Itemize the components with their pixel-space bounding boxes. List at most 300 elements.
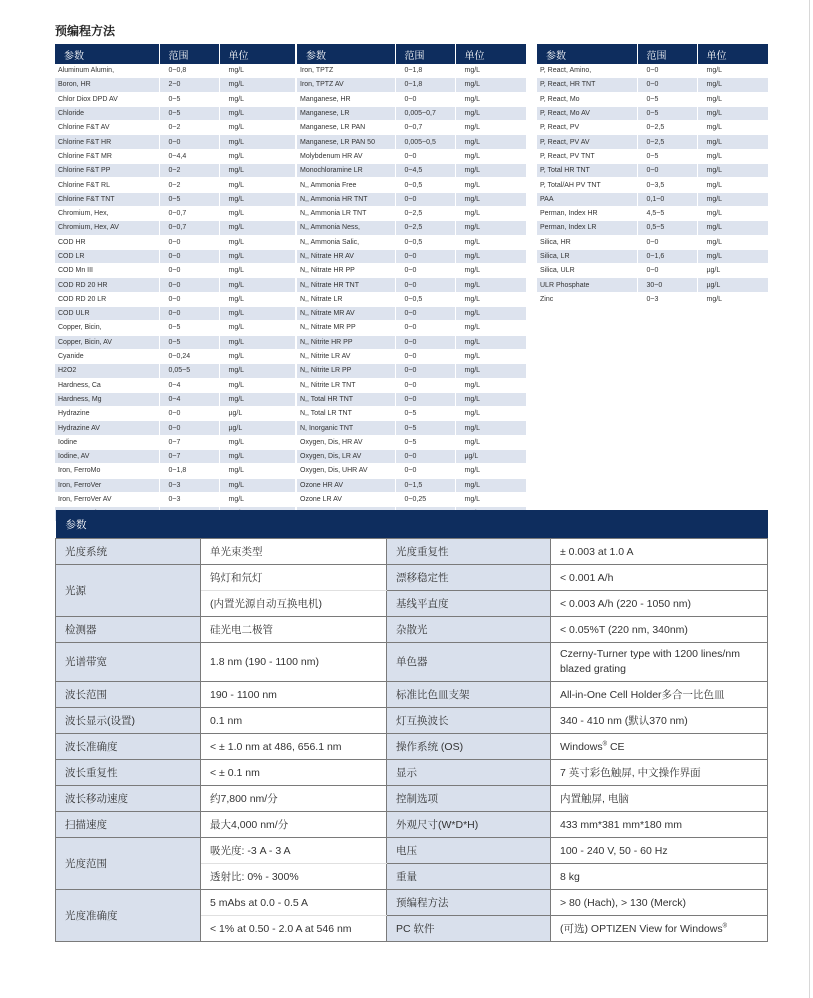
spec-value: [551, 734, 768, 760]
method-range: 0~4,5: [395, 164, 455, 178]
method-range: 0~1,8: [159, 464, 219, 478]
table-row: [297, 321, 526, 335]
method-name: Boron, HR: [55, 78, 159, 92]
method-name: Hardness, Mg: [55, 392, 159, 406]
method-name: N,, Nitrate MR PP: [297, 321, 395, 335]
method-range: 0~0: [637, 235, 697, 249]
table-row: [55, 235, 295, 249]
method-unit: mg/L: [219, 206, 295, 220]
method-unit: mg/L: [219, 321, 295, 335]
method-unit: mg/L: [697, 106, 768, 120]
method-range: 0~0: [395, 192, 455, 206]
method-name: N,, Nitrite LR TNT: [297, 378, 395, 392]
table-row: [55, 478, 295, 492]
spec-label: 波长移动速度: [56, 786, 201, 812]
method-unit: mg/L: [697, 192, 768, 206]
table-row: [55, 278, 295, 292]
spec-label: 检测器: [56, 617, 201, 643]
method-range: 0~2,5: [637, 121, 697, 135]
method-name: P, React, PV: [537, 121, 637, 135]
method-name: Oxygen, Dis, LR AV: [297, 450, 395, 464]
method-range: 0~0: [395, 378, 455, 392]
spec-label: 杂散光: [387, 617, 551, 643]
method-range: 0~0,5: [395, 235, 455, 249]
header-param: 参数: [537, 44, 637, 64]
header-range: 范围: [637, 44, 697, 64]
table-row: [297, 264, 526, 278]
spec-label: 基线平直度: [387, 591, 551, 617]
os-suffix: CE: [607, 740, 625, 753]
table-row: [537, 249, 768, 263]
method-unit: mg/L: [697, 249, 768, 263]
table-row: [537, 264, 768, 278]
table-row: [537, 192, 768, 206]
spec-header: 参数: [56, 510, 768, 539]
method-name: N,, Nitrite LR AV: [297, 349, 395, 363]
table-row: [297, 435, 526, 449]
method-range: 0~0,7: [159, 206, 219, 220]
method-unit: mg/L: [697, 178, 768, 192]
spec-value: 内置触屏, 电脑: [551, 786, 768, 812]
spec-label: 操作系统 (OS): [387, 734, 551, 760]
method-name: Silica, HR: [537, 235, 637, 249]
header-range: 范围: [395, 44, 455, 64]
method-name: Cyanide: [55, 349, 159, 363]
method-unit: mg/L: [455, 421, 526, 435]
table-row: [55, 450, 295, 464]
spec-value: 透射比: 0% - 300%: [201, 864, 387, 890]
spec-label: 标准比色皿支架: [387, 682, 551, 708]
method-range: 0~1,6: [637, 249, 697, 263]
method-range: 0~0,24: [159, 349, 219, 363]
spec-value: 340 - 410 nm (默认370 nm): [551, 708, 768, 734]
table-row: [537, 78, 768, 92]
method-name: N,, Nitrate HR TNT: [297, 278, 395, 292]
method-name: P, React, PV TNT: [537, 149, 637, 163]
method-name: Perman, Index LR: [537, 221, 637, 235]
spec-value: [551, 916, 768, 942]
table-row: [55, 206, 295, 220]
method-range: 0~1,8: [395, 78, 455, 92]
method-name: P, React, PV AV: [537, 135, 637, 149]
method-name: Chlorine F&T AV: [55, 121, 159, 135]
spec-value: < ± 0.1 nm: [201, 760, 387, 786]
table-row: [537, 206, 768, 220]
method-name: Chromium, Hex, AV: [55, 221, 159, 235]
method-unit: mg/L: [455, 307, 526, 321]
spec-label: 光度准确度: [56, 890, 201, 942]
table-row: [297, 450, 526, 464]
table-row: [55, 264, 295, 278]
method-unit: mg/L: [219, 178, 295, 192]
spec-label: 光度重复性: [387, 539, 551, 565]
method-unit: mg/L: [219, 292, 295, 306]
method-range: 0~0,7: [395, 121, 455, 135]
method-unit: mg/L: [219, 464, 295, 478]
method-range: 0~5: [159, 106, 219, 120]
method-unit: mg/L: [455, 478, 526, 492]
header-param: 参数: [55, 44, 159, 64]
method-unit: mg/L: [455, 221, 526, 235]
method-range: 0~0: [159, 421, 219, 435]
table-row: [55, 292, 295, 306]
method-name: Manganese, HR: [297, 92, 395, 106]
method-unit: mg/L: [219, 221, 295, 235]
table-row: [297, 378, 526, 392]
method-name: Iodine, AV: [55, 450, 159, 464]
spec-value: ± 0.003 at 1.0 A: [551, 539, 768, 565]
method-name: P, Total HR TNT: [537, 164, 637, 178]
spec-label: 灯互换波长: [387, 708, 551, 734]
spec-label: 光度范围: [56, 838, 201, 890]
method-unit: mg/L: [455, 192, 526, 206]
table-row: [537, 92, 768, 106]
method-name: Manganese, LR: [297, 106, 395, 120]
method-range: 0~5: [637, 92, 697, 106]
method-name: Oxygen, Dis, HR AV: [297, 435, 395, 449]
method-name: Chlorine F&T PP: [55, 164, 159, 178]
method-range: 0,005~0,5: [395, 135, 455, 149]
method-range: 0~5: [159, 192, 219, 206]
method-name: Monochloramine LR: [297, 164, 395, 178]
method-name: P, React, Mo: [537, 92, 637, 106]
method-range: 30~0: [637, 278, 697, 292]
header-range: 范围: [159, 44, 219, 64]
method-range: 0~2: [159, 121, 219, 135]
method-name: Aluminum Alumin,: [55, 64, 159, 78]
method-name: N,, Ammonia Ness,: [297, 221, 395, 235]
method-name: Iron, FerroVer: [55, 478, 159, 492]
method-name: H2O2: [55, 364, 159, 378]
method-name: COD LR: [55, 249, 159, 263]
table-row: [55, 321, 295, 335]
method-range: 0~5: [395, 407, 455, 421]
table-row: [55, 106, 295, 120]
method-name: N,, Ammonia Salic,: [297, 235, 395, 249]
method-unit: mg/L: [219, 164, 295, 178]
method-range: 0~0: [637, 78, 697, 92]
method-range: 0,5~5: [637, 221, 697, 235]
method-unit: mg/L: [455, 349, 526, 363]
method-unit: mg/L: [455, 149, 526, 163]
method-unit: mg/L: [219, 192, 295, 206]
spec-label: 单色器: [387, 643, 551, 682]
table-row: [537, 221, 768, 235]
header-unit: 单位: [219, 44, 295, 64]
method-name: N,, Nitrite LR PP: [297, 364, 395, 378]
spec-value: < 0.003 A/h (220 - 1050 nm): [551, 591, 768, 617]
method-unit: µg/L: [697, 278, 768, 292]
method-name: P, Total/AH PV TNT: [537, 178, 637, 192]
method-unit: mg/L: [219, 92, 295, 106]
method-name: N,, Ammonia HR TNT: [297, 192, 395, 206]
method-name: P, React, HR TNT: [537, 78, 637, 92]
spec-label: 波长显示(设置): [56, 708, 201, 734]
spec-label: PC 软件: [387, 916, 551, 942]
method-range: 0~0: [395, 349, 455, 363]
method-range: 0~0: [637, 264, 697, 278]
table-row: [537, 292, 768, 306]
header-unit: 单位: [697, 44, 768, 64]
table-row: [297, 106, 526, 120]
table-row: [55, 378, 295, 392]
table-row: [297, 235, 526, 249]
table-row: [55, 435, 295, 449]
method-name: Silica, ULR: [537, 264, 637, 278]
table-row: [297, 364, 526, 378]
method-unit: mg/L: [455, 121, 526, 135]
method-unit: mg/L: [455, 492, 526, 506]
method-range: 0~0: [395, 264, 455, 278]
method-unit: mg/L: [455, 364, 526, 378]
method-name: Manganese, LR PAN 50: [297, 135, 395, 149]
method-unit: mg/L: [455, 292, 526, 306]
method-unit: mg/L: [219, 335, 295, 349]
method-name: COD ULR: [55, 307, 159, 321]
spec-value: 100 - 240 V, 50 - 60 Hz: [551, 838, 768, 864]
table-row: [55, 407, 295, 421]
method-name: Ozone HR AV: [297, 478, 395, 492]
method-unit: mg/L: [455, 249, 526, 263]
method-unit: mg/L: [455, 435, 526, 449]
method-name: Hydrazine: [55, 407, 159, 421]
method-unit: µg/L: [455, 450, 526, 464]
table-row: [297, 292, 526, 306]
spec-label: 波长重复性: [56, 760, 201, 786]
table-row: [55, 178, 295, 192]
method-unit: mg/L: [455, 135, 526, 149]
method-range: 0~1,5: [395, 478, 455, 492]
method-name: Oxygen, Dis, UHR AV: [297, 464, 395, 478]
method-unit: mg/L: [697, 92, 768, 106]
method-unit: mg/L: [455, 78, 526, 92]
method-unit: mg/L: [219, 364, 295, 378]
spec-label: 光谱带宽: [56, 643, 201, 682]
spec-label: 漂移稳定性: [387, 565, 551, 591]
method-unit: mg/L: [219, 135, 295, 149]
spec-label: 扫描速度: [56, 812, 201, 838]
table-row: [537, 64, 768, 78]
method-name: ULR Phosphate: [537, 278, 637, 292]
method-range: 0,005~0,7: [395, 106, 455, 120]
method-range: 0~0: [395, 278, 455, 292]
method-unit: mg/L: [455, 392, 526, 406]
table-row: [297, 421, 526, 435]
spec-value: 190 - 1100 nm: [201, 682, 387, 708]
table-row: [297, 478, 526, 492]
spec-value: 5 mAbs at 0.0 - 0.5 A: [201, 890, 387, 916]
method-unit: mg/L: [219, 264, 295, 278]
method-name: Silica, LR: [537, 249, 637, 263]
method-unit: µg/L: [697, 264, 768, 278]
spec-value: 433 mm*381 mm*180 mm: [551, 812, 768, 838]
table-row: [297, 149, 526, 163]
spec-value: 吸光度: -3 A - 3 A: [201, 838, 387, 864]
spec-value: < 1% at 0.50 - 2.0 A at 546 nm: [201, 916, 387, 942]
method-unit: µg/L: [219, 407, 295, 421]
method-name: Chlorine F&T MR: [55, 149, 159, 163]
table-row: [55, 249, 295, 263]
method-range: 0~3: [159, 478, 219, 492]
method-name: N,, Nitrite HR PP: [297, 335, 395, 349]
method-range: 0~0,25: [395, 492, 455, 506]
method-name: Iron, FerroVer AV: [55, 492, 159, 506]
method-name: Perman, Index HR: [537, 206, 637, 220]
table-row: [537, 135, 768, 149]
table-row: [537, 121, 768, 135]
method-unit: mg/L: [455, 321, 526, 335]
method-range: 0~2,5: [637, 135, 697, 149]
header-unit: 单位: [455, 44, 526, 64]
method-unit: mg/L: [219, 249, 295, 263]
spec-value: < ± 1.0 nm at 486, 656.1 nm: [201, 734, 387, 760]
table-row: [55, 335, 295, 349]
method-name: Chlorine F&T HR: [55, 135, 159, 149]
method-name: Hydrazine AV: [55, 421, 159, 435]
method-unit: mg/L: [219, 64, 295, 78]
method-range: 0~0,5: [395, 178, 455, 192]
method-unit: mg/L: [455, 206, 526, 220]
software-name: (可选) OPTIZEN View for Windows: [560, 923, 723, 935]
method-unit: mg/L: [219, 349, 295, 363]
spec-value: 1.8 nm (190 - 1100 nm): [201, 643, 387, 682]
table-row: [55, 78, 295, 92]
spec-value: > 80 (Hach), > 130 (Merck): [551, 890, 768, 916]
method-name: N,, Nitrate LR: [297, 292, 395, 306]
method-range: 0~5: [395, 435, 455, 449]
spec-label: 光度系统: [56, 539, 201, 565]
method-name: COD HR: [55, 235, 159, 249]
table-row: [297, 206, 526, 220]
method-name: Molybdenum HR AV: [297, 149, 395, 163]
method-range: 0~0: [395, 392, 455, 406]
method-unit: mg/L: [697, 206, 768, 220]
method-range: 0,1~0: [637, 192, 697, 206]
method-unit: mg/L: [455, 335, 526, 349]
table-row: [55, 164, 295, 178]
spec-label: 波长范围: [56, 682, 201, 708]
method-range: 0~0: [395, 92, 455, 106]
table-row: [537, 106, 768, 120]
spec-value: 0.1 nm: [201, 708, 387, 734]
method-range: 0~5: [159, 321, 219, 335]
table-row: [55, 492, 295, 506]
method-unit: mg/L: [455, 106, 526, 120]
spec-value: 8 kg: [551, 864, 768, 890]
method-name: N,, Ammonia LR TNT: [297, 206, 395, 220]
method-range: 0~2,5: [395, 206, 455, 220]
methods-table-1: [55, 44, 295, 522]
method-range: 0~0: [159, 135, 219, 149]
method-range: 0,05~5: [159, 364, 219, 378]
method-name: Manganese, LR PAN: [297, 121, 395, 135]
method-name: P, React, Mo AV: [537, 106, 637, 120]
method-range: 2~0: [159, 78, 219, 92]
method-range: 0~0: [637, 164, 697, 178]
table-row: [55, 64, 295, 78]
table-row: [55, 349, 295, 363]
method-unit: mg/L: [697, 221, 768, 235]
method-name: PAA: [537, 192, 637, 206]
spec-value: Czerny-Turner type with 1200 lines/nm blazed grating: [551, 643, 768, 682]
method-name: N, Inorganic TNT: [297, 421, 395, 435]
method-range: 0~1,8: [395, 64, 455, 78]
method-unit: mg/L: [219, 278, 295, 292]
table-row: [55, 135, 295, 149]
method-range: 0~0: [159, 249, 219, 263]
method-unit: mg/L: [219, 235, 295, 249]
spec-value: 最大4,000 nm/分: [201, 812, 387, 838]
method-unit: mg/L: [219, 149, 295, 163]
method-name: Hardness, Ca: [55, 378, 159, 392]
method-unit: mg/L: [219, 478, 295, 492]
method-range: 0~4,4: [159, 149, 219, 163]
method-range: 0~0: [395, 149, 455, 163]
method-unit: mg/L: [219, 492, 295, 506]
table-row: [55, 121, 295, 135]
table-row: [297, 192, 526, 206]
method-unit: mg/L: [697, 121, 768, 135]
method-unit: mg/L: [455, 264, 526, 278]
table-row: [297, 221, 526, 235]
table-row: [297, 121, 526, 135]
method-unit: mg/L: [455, 464, 526, 478]
table-row: [297, 135, 526, 149]
table-row: [537, 178, 768, 192]
spec-value: 7 英寸彩色触屏, 中文操作界面: [551, 760, 768, 786]
method-name: N,, Nitrate HR AV: [297, 249, 395, 263]
method-range: 0~0: [395, 364, 455, 378]
method-name: Iron, FerroMo: [55, 464, 159, 478]
method-range: 0~0: [395, 335, 455, 349]
method-unit: mg/L: [219, 78, 295, 92]
table-row: [297, 164, 526, 178]
method-range: 0~0: [159, 407, 219, 421]
method-name: Chromium, Hex,: [55, 206, 159, 220]
spec-value: 单光束类型: [201, 539, 387, 565]
spec-label: 控制选项: [387, 786, 551, 812]
methods-table-2: [297, 44, 526, 522]
method-range: 0~0: [159, 235, 219, 249]
method-range: 0~2: [159, 164, 219, 178]
spec-value: 钨灯和氘灯: [201, 565, 387, 591]
method-range: 0~0: [395, 450, 455, 464]
table-row: [537, 149, 768, 163]
method-unit: mg/L: [455, 64, 526, 78]
method-unit: mg/L: [219, 378, 295, 392]
method-name: Iodine: [55, 435, 159, 449]
method-name: Ozone LR AV: [297, 492, 395, 506]
table-row: [55, 364, 295, 378]
method-name: COD RD 20 LR: [55, 292, 159, 306]
method-range: 0~3: [159, 492, 219, 506]
method-name: N,, Ammonia Free: [297, 178, 395, 192]
table-row: [297, 464, 526, 478]
method-unit: mg/L: [219, 392, 295, 406]
method-range: 0~0: [395, 307, 455, 321]
method-range: 0~0: [395, 464, 455, 478]
method-name: Zinc: [537, 292, 637, 306]
method-name: N,, Nitrate MR AV: [297, 307, 395, 321]
spec-value: 约7,800 nm/分: [201, 786, 387, 812]
method-range: 0~0: [159, 292, 219, 306]
method-unit: mg/L: [219, 435, 295, 449]
method-name: N,, Total HR TNT: [297, 392, 395, 406]
method-unit: mg/L: [455, 235, 526, 249]
method-unit: mg/L: [697, 292, 768, 306]
spec-label: 波长准确度: [56, 734, 201, 760]
method-range: 0~5: [159, 335, 219, 349]
